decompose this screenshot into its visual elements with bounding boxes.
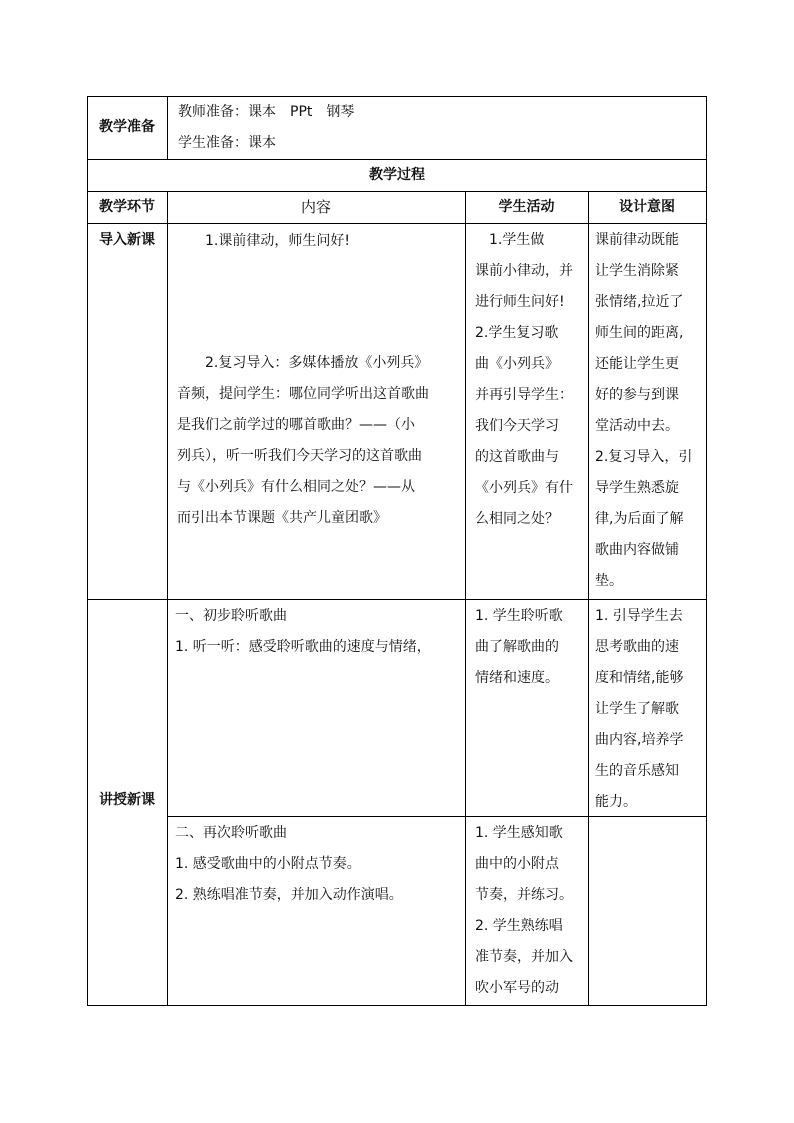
intro-activity-line: 我们今天学习: [475, 418, 559, 434]
part1-intent-line: 能力。: [595, 794, 637, 810]
intro-intent-line: 好的参与到课: [595, 387, 679, 403]
part1-intent-line: 思考歌曲的速: [595, 639, 679, 655]
intro-activity-line: 曲《小列兵》: [475, 356, 559, 372]
part2-activity-line: 吹小军号的动: [475, 980, 559, 996]
rule-right: [706, 96, 707, 1006]
header-stage: 教学环节: [99, 199, 155, 215]
part1-intent-line: 生的音乐感知: [595, 763, 679, 779]
intro-intent-line: 导学生熟悉旋: [595, 480, 679, 496]
stage-intro: 导入新课: [99, 232, 155, 248]
rule-stage-sep-top: [167, 96, 168, 159]
part1-intent-line: 1. 引导学生去: [595, 608, 683, 624]
intro-intent-line: 还能让学生更: [595, 356, 679, 372]
intro-content-line: 是我们之前学过的哪首歌曲？——（小: [177, 417, 415, 433]
part1-intent-line: 曲内容,培养学: [595, 732, 684, 748]
teacher-prep: 教师准备：课本 PPt 钢琴: [178, 104, 355, 120]
rule-stage-sep: [167, 191, 168, 1006]
part1-intent-line: 让学生了解歌: [595, 701, 679, 717]
intro-intent-line: 堂活动中去。: [595, 418, 679, 434]
intro-intent-line: 垫。: [595, 573, 623, 589]
intro-intent-line: 歌曲内容做铺: [595, 542, 679, 558]
intro-activity-line: 么相同之处？: [475, 511, 559, 527]
intro-content-line: 音频，提问学生：哪位同学听出这首歌曲: [177, 386, 429, 402]
part1-activity-line: 1. 学生聆听歌: [475, 608, 563, 624]
part2-content-line: 1. 感受歌曲中的小附点节奏。: [175, 856, 361, 872]
rule-activity-sep: [588, 191, 589, 1006]
header-activity: 学生活动: [498, 199, 555, 215]
intro-content-line: 与《小列兵》有什么相同之处？——从: [177, 479, 415, 495]
student-prep: 学生准备：课本: [178, 135, 276, 151]
lesson-plan-table: [87, 96, 707, 1006]
intro-content-line: 列兵），听一听我们今天学习的这首歌曲: [177, 448, 422, 464]
intro-intent-line: 张情绪,拉近了: [595, 294, 684, 310]
intro-activity-line: 并再引导学生：: [475, 387, 573, 403]
intro-content-line: 2.复习导入：多媒体播放《小列兵》: [177, 355, 429, 371]
stage-teach: 讲授新课: [99, 792, 155, 808]
intro-intent-line: 课前律动既能: [595, 232, 679, 248]
part2-activity-line: 节奏，并练习。: [475, 887, 573, 903]
intro-intent-line: 让学生消除紧: [595, 263, 679, 279]
part2-activity-line: 准节奏，并加入: [475, 949, 573, 965]
intro-content-line: 1.课前律动，师生问好!: [177, 233, 350, 249]
process-title: 教学过程: [369, 167, 425, 183]
rule-intro-bottom: [87, 599, 707, 600]
intro-activity-line: 1.学生做: [475, 232, 545, 248]
header-content: 内容: [300, 198, 331, 216]
intro-intent-line: 律,为后面了解: [595, 511, 684, 527]
header-intent: 设计意图: [619, 199, 675, 215]
part1-content-line: 一、初步聆听歌曲: [175, 608, 287, 624]
rule-bottom: [87, 1005, 707, 1006]
part1-intent-line: 度和情绪,能够: [595, 670, 684, 686]
rule-content-sep: [465, 191, 466, 1006]
part2-activity-line: 曲中的小附点: [475, 856, 559, 872]
intro-intent-line: 师生间的距离,: [595, 325, 684, 341]
part2-activity-line: 2. 学生熟练唱: [475, 918, 563, 934]
part1-content-line: 1. 听一听：感受聆听歌曲的速度与情绪，: [175, 639, 431, 655]
part1-activity-line: 曲了解歌曲的: [475, 639, 559, 655]
intro-intent-line: 2.复习导入，引: [595, 449, 693, 465]
prep-label: 教学准备: [99, 119, 155, 135]
part1-activity-line: 情绪和速度。: [475, 670, 559, 686]
intro-activity-line: 《小列兵》有什: [475, 480, 573, 496]
intro-activity-line: 进行师生问好!: [475, 294, 565, 310]
part2-content-line: 二、再次聆听歌曲: [175, 825, 287, 841]
part2-activity-line: 1. 学生感知歌: [475, 825, 563, 841]
intro-activity-line: 课前小律动，并: [475, 263, 573, 279]
intro-content-line: 而引出本节课题《共产儿童团歌》: [177, 510, 387, 526]
intro-activity-line: 的这首歌曲与: [475, 449, 559, 465]
intro-activity-line: 2.学生复习歌: [475, 325, 559, 341]
part2-content-line: 2. 熟练唱准节奏，并加入动作演唱。: [175, 887, 403, 903]
